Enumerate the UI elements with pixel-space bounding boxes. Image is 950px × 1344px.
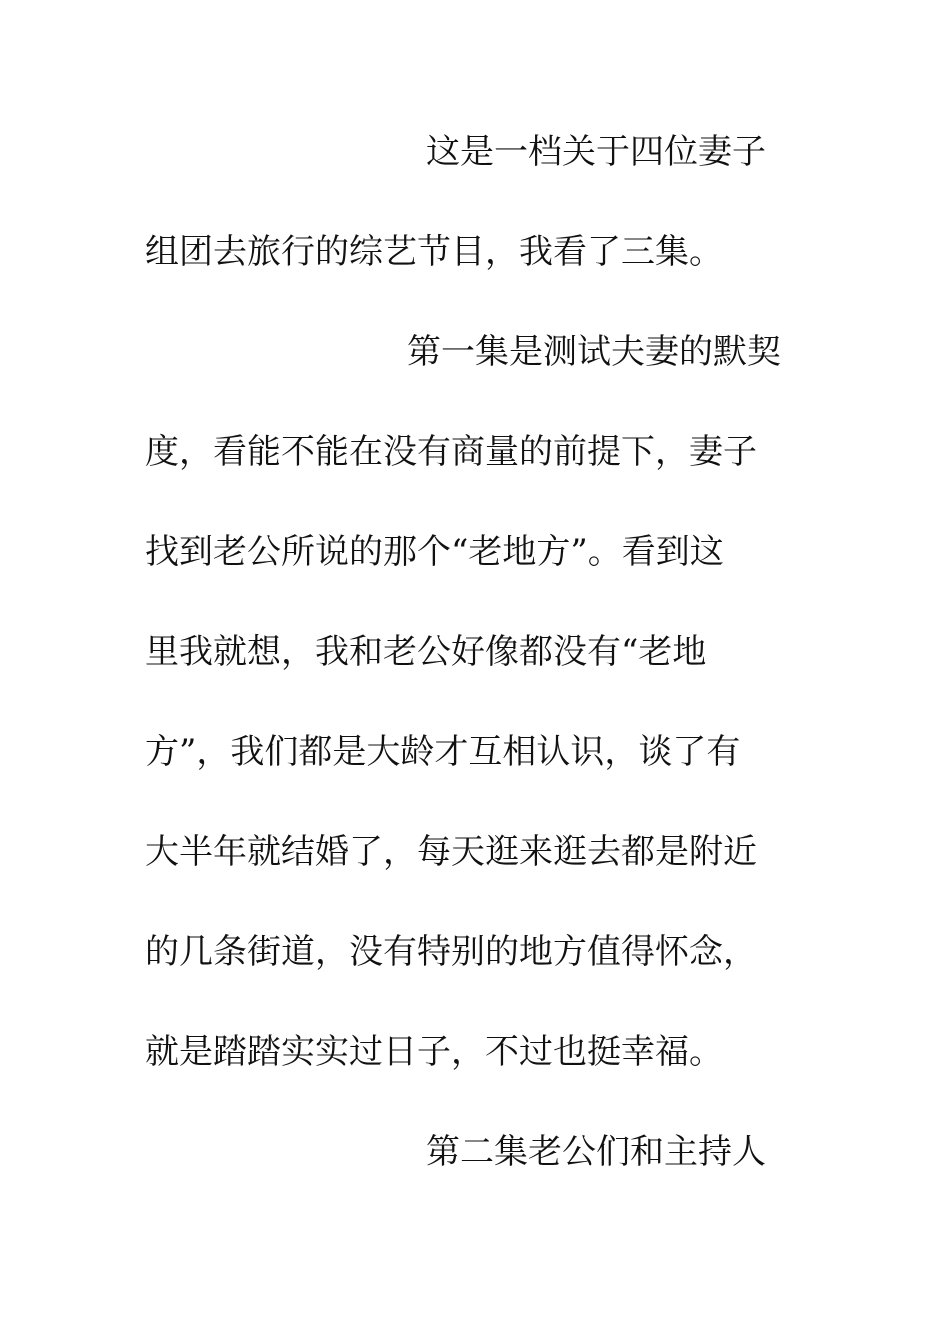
text-line-7: 方”，我们都是大龄才互相认识，谈了有 xyxy=(145,732,741,772)
text-line-10: 就是踏踏实实过日子，不过也挺幸福。 xyxy=(145,1032,723,1072)
text-line-3: 第一集是测试夫妻的默契 xyxy=(407,332,781,372)
text-line-5: 找到老公所说的那个“老地方”。看到这 xyxy=(145,532,724,572)
text-line-1: 这是一档关于四位妻子 xyxy=(426,132,766,172)
text-line-4: 度，看能不能在没有商量的前提下，妻子 xyxy=(145,432,757,472)
text-line-9: 的几条街道，没有特别的地方值得怀念， xyxy=(145,932,757,972)
text-line-6: 里我就想，我和老公好像都没有“老地 xyxy=(145,632,707,672)
text-line-8: 大半年就结婚了，每天逛来逛去都是附近 xyxy=(145,832,757,872)
text-line-11: 第二集老公们和主持人 xyxy=(426,1132,766,1172)
text-line-2: 组团去旅行的综艺节目，我看了三集。 xyxy=(145,232,723,272)
